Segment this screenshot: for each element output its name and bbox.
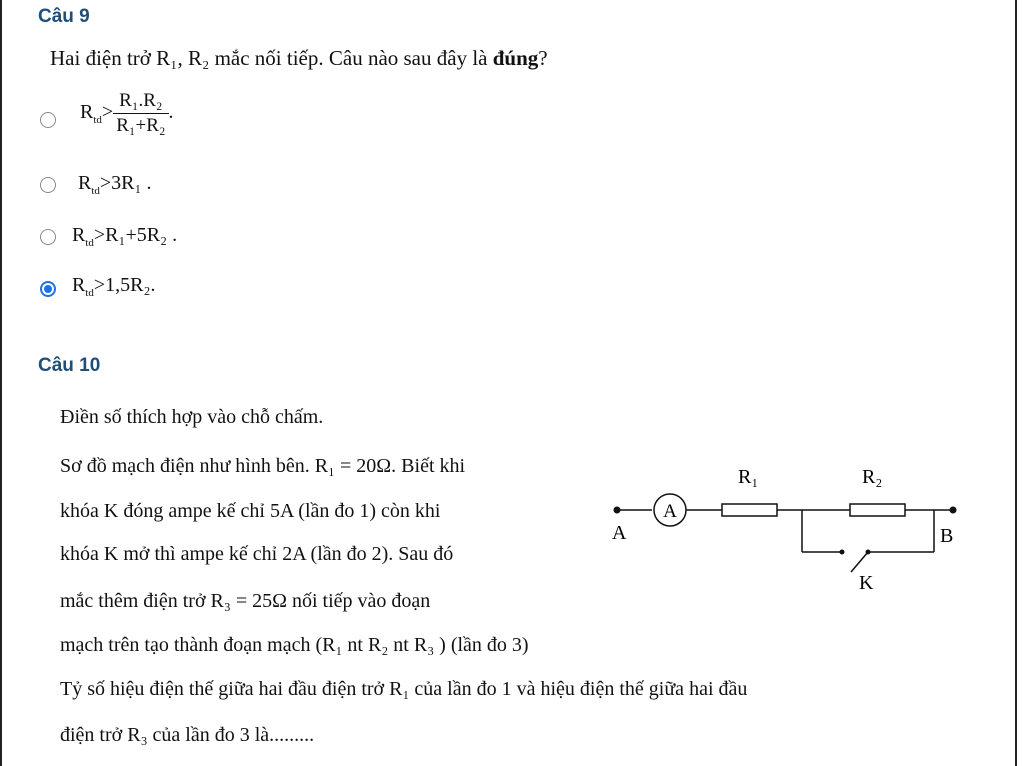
terminal-a-dot [614, 507, 621, 514]
option-3-rhs: >R₁+5R₂ . [93, 224, 178, 246]
option-1-tail: . [168, 101, 174, 124]
question-9-text [50, 46, 548, 71]
label-r1: R₁ [738, 466, 759, 488]
question-10-line-3: khóa K mở thì ampe kế chỉ 2A (lần đo 2). Sau đó [60, 543, 454, 565]
option-4-rhs: >1,5R₂. [93, 274, 156, 296]
option-2-lhs: R [78, 172, 92, 194]
option-3-lhs-sub: td [85, 237, 94, 249]
option-2-rhs: >3R₁ . [99, 172, 152, 194]
switch-contact-left [840, 550, 845, 555]
question-10-line-6: Tỷ số hiệu điện thế giữa hai đầu điện trở R₁ của lần đo 1 và hiệu điện thế giữa hai đầu [60, 678, 748, 700]
question-9-title: Câu 9 [38, 6, 90, 27]
option-4-lhs: R [72, 274, 86, 296]
label-r2: R₂ [862, 466, 883, 488]
switch-k-lever [851, 552, 868, 572]
option-1-formula[interactable] [80, 90, 174, 137]
option-1-numerator: R₁.R₂ [113, 90, 168, 114]
question-9-bold: đúng [492, 46, 539, 70]
terminal-b-dot [950, 507, 957, 514]
question-10-line-7: điện trở R₃ của lần đo 3 là......... [60, 724, 315, 746]
ammeter-label: A [663, 501, 677, 522]
option-4-radio-selected[interactable] [40, 281, 56, 297]
circuit-diagram [600, 450, 980, 610]
label-b: B [940, 525, 954, 547]
option-4-formula[interactable] [72, 274, 156, 299]
question-10-line-5: mạch trên tạo thành đoạn mạch (R₁ nt R₂ nt R₃ ) (lần đo 3) [60, 634, 529, 656]
option-1-radio[interactable] [40, 112, 56, 128]
label-a: A [612, 522, 627, 544]
option-1-op: > [101, 101, 114, 124]
question-10-line-1: Sơ đồ mạch điện như hình bên. R₁ = 20Ω. Biết khi [60, 455, 466, 477]
resistor-r1 [722, 504, 777, 516]
option-1-denominator: R₁+R₂ [116, 115, 166, 136]
option-3-lhs: R [72, 224, 86, 246]
option-1-lhs: R [80, 101, 94, 124]
option-1-lhs-sub: td [93, 114, 102, 127]
question-9-end: ? [538, 46, 548, 70]
resistor-r2 [850, 504, 905, 516]
label-k: K [859, 572, 874, 594]
question-10-line-4: mắc thêm điện trở R₃ = 25Ω nối tiếp vào đoạn [60, 590, 431, 612]
option-3-radio[interactable] [40, 229, 56, 245]
question-10-instruction: Điền số thích hợp vào chỗ chấm. [60, 406, 324, 428]
option-2-radio[interactable] [40, 177, 56, 193]
option-2-lhs-sub: td [91, 185, 100, 197]
question-9-stem: Hai điện trở R₁, R₂ mắc nối tiếp. Câu nào sau đây là [50, 46, 493, 70]
option-4-lhs-sub: td [85, 287, 94, 299]
question-10-title: Câu 10 [38, 355, 101, 376]
option-1-fraction [113, 90, 168, 137]
option-2-formula[interactable] [78, 172, 152, 197]
question-10-line-2: khóa K đóng ampe kế chỉ 5A (lần đo 1) còn khi [60, 500, 441, 522]
option-3-formula[interactable] [72, 224, 177, 249]
